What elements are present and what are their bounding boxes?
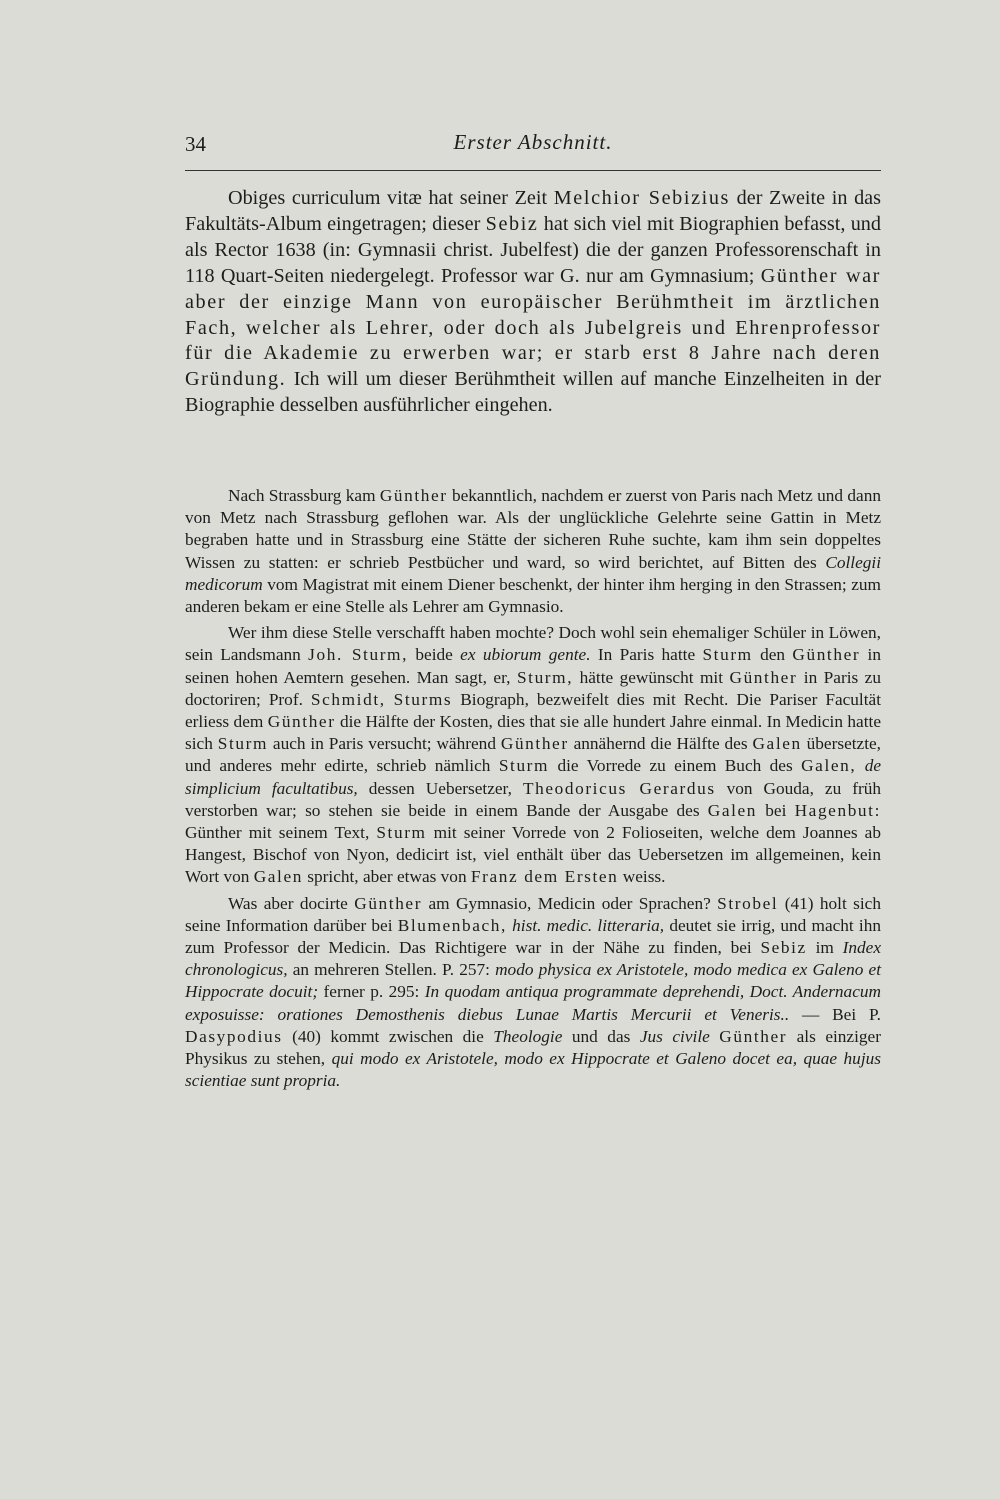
page-number: 34 (185, 132, 206, 156)
header-rule (185, 170, 881, 171)
text-run: (41) holt sich seine Information darüber bei (185, 893, 881, 935)
text-run: mit seiner Vorrede von 2 Folioseiten, welche dem Joannes ab Hangest, Bischof von Nyon, dedicirt ist, viel enthält über das Uebersetzen im allgemeinen, kein Wort von (185, 823, 881, 887)
small-print-section (185, 485, 881, 1096)
text-run: Wer ihm diese Stelle verschafft haben mochte? Doch wohl sein ehemaliger Schüler in Löwen, sein Landsmann (185, 623, 881, 665)
text-run: hätte gewünscht mit (573, 667, 730, 687)
person-name: Sturm (702, 645, 753, 665)
text-run: auch in Paris versucht; während (268, 734, 501, 754)
text-run: hat sich viel mit Biographien befasst, und als Rector 1638 (in: Gymnasii christ. Jubelfest) die der ganzen Professorenschaft in 118 Quart-Seiten niedergelegt. Professor war G. nur am Gymnasium; (185, 212, 881, 287)
running-head (185, 128, 881, 162)
person-name: Günther (729, 667, 798, 687)
text-run: Was aber docirte (228, 893, 355, 913)
text-run: In Paris hatte (590, 645, 703, 665)
text-run: Obiges curriculum vitæ hat seiner Zeit (228, 187, 554, 209)
text-run: die Hälfte der Kosten, dies that sie alle hundert Jahre einmal. In Medicin hatte sich (185, 712, 881, 754)
text-run: — Bei P. (789, 1004, 881, 1024)
text-run: am Gymnasio, Medicin oder Sprachen? (422, 893, 718, 913)
person-name: Sturms (393, 689, 453, 709)
text-run: die Vorrede zu einem Buch des (549, 756, 802, 776)
text-run (710, 1027, 720, 1046)
person-name: Strobel (717, 893, 779, 913)
person-name: Dasypodius (185, 1026, 283, 1046)
person-name: Franz dem Ersten (470, 867, 619, 887)
spaced-emphasis: Günther war aber der einzige Mann von europäischer Berühmtheit im ärztlichen Fach, welcher als Lehrer, oder doch als Jubelgreis und Ehrenprofessor für die Akademie zu erwerben war; er starb erst 8 Jahre nach deren Gründung. (185, 264, 882, 391)
text-run: dessen Uebersetzer, (357, 778, 523, 798)
paragraph-4 (185, 893, 881, 1093)
text-run: (40) kommt zwischen die (282, 1026, 494, 1046)
text-run: vom Magistrat mit einem Diener beschenkt, der hinter ihm herging in den Strassen; zum anderen bekam er eine Stelle als Lehrer am Gymnasio. (185, 574, 881, 617)
text-run: ferner p. 295: (318, 982, 425, 1002)
text-run: annähernd die Hälfte des (568, 734, 753, 754)
text-run: beide (408, 645, 461, 665)
text-run: weiss. (618, 867, 666, 887)
text-run: in seinen hohen Aemtern gesehen. Man sagt, er, (185, 645, 881, 687)
text-run: an mehreren Stellen. P. 257: (287, 960, 496, 980)
latin-phrase: ex ubiorum gente. (460, 645, 591, 665)
text-run: Günther mit seinem Text, (185, 823, 377, 843)
person-name: Günther (379, 486, 448, 505)
person-name: Günther (719, 1026, 788, 1046)
text-run: den (752, 645, 793, 665)
latin-phrase: Theologie (493, 1026, 563, 1046)
text-run: bekanntlich, nachdem er zuerst von Paris nach Metz und dann von Metz nach Strassburg geflohen war. Als der unglückliche Gelehrte seine Gattin in Metz begraben hatte und in Strassburg eine Stätte der sicheren Ruhe suchte, kam ihm sein doppeltes Wissen zu statten: er schrieb Pestbücher und ward, so wird berichtet, auf Bitten des (185, 486, 881, 572)
person-name: Sebiz (760, 938, 807, 958)
person-name: Günther (354, 893, 423, 913)
text-run: im (806, 938, 843, 958)
latin-quote: modo physica ex Aristotele, modo medica ex Galeno et Hippocrate docuit; (185, 960, 881, 1002)
paragraph-1 (185, 186, 881, 419)
latin-quote: qui modo ex Aristotele, modo ex Hippocrate et Galeno docet ea, quae hujus scientiae sunt propria. (185, 1049, 881, 1091)
paragraph-2 (185, 485, 881, 618)
text-run (856, 756, 864, 775)
person-name: Sebiz (485, 212, 539, 235)
text-run: der Zweite in das Fakultäts-Album eingetragen; dieser (185, 187, 881, 235)
person-name: Galen, (801, 756, 857, 776)
person-name: Günther (792, 645, 861, 665)
person-name: Sturm (376, 823, 427, 843)
person-name: Sturm (498, 756, 550, 776)
text-run: spricht, aber etwas von (302, 867, 471, 887)
person-name: Hagenbut: (794, 800, 881, 820)
text-run: und das (562, 1026, 640, 1046)
person-name: Sturm, (516, 667, 574, 687)
text-run: Biograph, bezweifelt dies mit Recht. Die Pariser Facultät erliess dem (185, 689, 882, 732)
text-run: als einziger Physikus zu stehen, (185, 1026, 881, 1069)
person-name: Galen (707, 800, 758, 820)
text-run: deutet sie irrig, und macht ihn zum Professor der Medicin. Das Richtigere war in der Nähe zu finden, bei (185, 915, 881, 958)
person-name: Melchior Sebizius (553, 187, 730, 209)
running-title: Erster Abschnitt. (453, 130, 613, 154)
latin-phrase: Index chronologicus, (185, 938, 881, 980)
person-name: Theodoricus Gerardus (522, 778, 716, 798)
text-run: Ich will um dieser Berühmtheit willen auf manche Einzelheiten in der Biographie desselben ausführlicher eingehen. (185, 368, 881, 417)
person-name: Blumenbach, (397, 915, 507, 935)
paragraph-3 (185, 622, 881, 888)
text-run: bei (757, 800, 795, 820)
text-run: in Paris zu doctoriren; Prof. (185, 667, 881, 709)
latin-phrase: Jus civile (639, 1026, 710, 1046)
latin-phrase: hist. medic. litteraria, (512, 915, 665, 935)
latin-phrase: Collegii medicorum (185, 552, 881, 594)
person-name: Galen (752, 734, 802, 754)
text-run: übersetzte, und anderes mehr edirte, schrieb nämlich (185, 734, 881, 776)
person-name: Galen (253, 867, 303, 887)
person-name: Sturm (217, 734, 268, 754)
lead-section (185, 186, 881, 419)
latin-phrase: de simplicium facultatibus, (185, 756, 881, 798)
person-name: Joh. Sturm, (308, 645, 409, 665)
text-run (386, 690, 394, 709)
person-name: Schmidt, (310, 689, 386, 709)
person-name: Günther (500, 734, 569, 754)
latin-quote: In quodam antiqua programmate deprehendi, Doct. Andernacum exposuisse: orationes Demosthenis diebus Lunae Martis Mercurii et Veneris.. (185, 982, 881, 1024)
text-run: Nach Strassburg kam (228, 486, 380, 505)
text-run: von Gouda, zu früh verstorben war; so stehen sie beide in einem Bande der Ausgabe des (185, 778, 881, 820)
person-name: Günther (267, 712, 336, 732)
